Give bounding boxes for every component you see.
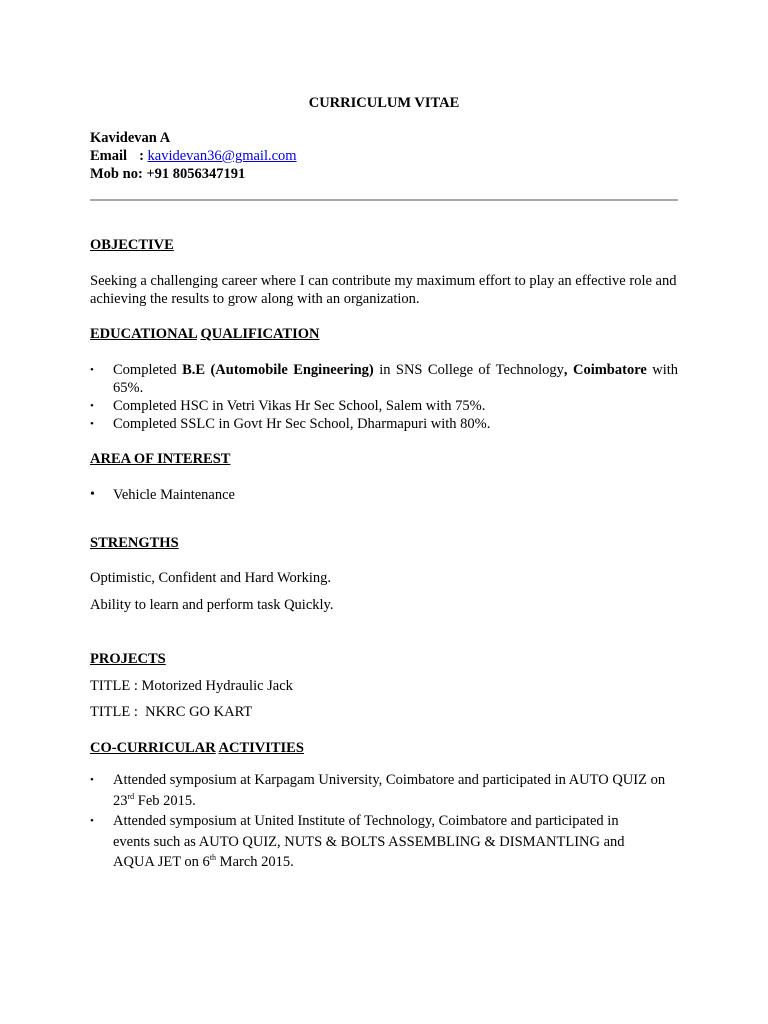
project-item: TITLE : Motorized Hydraulic Jack [90,678,293,694]
bullet-icon: • [90,774,94,786]
bullet-icon: • [90,815,94,827]
mobile-number: +91 8056347191 [146,166,246,182]
education-item [90,361,678,397]
bullet-icon: • [90,400,94,412]
education-item-text: Completed B.E (Automobile Engineering) in SNS College of Technology, Coimbatore with 65%. [113,362,679,396]
activities-heading-part2: ACTIVITIES [218,740,304,756]
education-item [90,415,678,433]
activities-heading-part1: CO-CURRICULAR [90,740,216,756]
bullet-icon: • [90,418,94,430]
activity-item-text: Attended symposium at United Institute of Technology, Coimbatore and participated in events such as AUTO QUIZ, NUTS & BOLTS ASSEMBLING & DISMANTLING and AQUA JET on 6th March 2015. [113,813,625,870]
candidate-name: Kavidevan A [90,130,171,146]
activity-item [90,770,678,811]
activity-item [90,811,678,873]
activity-item-text: Attended symposium at Karpagam University, Coimbatore and participated in AUTO QUIZ on 23rd Feb 2015. [113,772,666,809]
email-link[interactable]: kavidevan36@gmail.com [147,148,297,164]
objective-text: Seeking a challenging career where I can contribute my maximum effort to play an effective role and achieving the results to grow along with an organization. [90,273,677,307]
horizontal-divider [90,199,678,201]
interest-heading: AREA OF INTEREST [90,451,231,467]
email-line [90,147,297,165]
activities-heading [90,739,304,757]
education-item [90,397,678,415]
bullet-icon: • [90,364,94,376]
college-city: , Coimbatore [563,362,647,378]
education-item-text: Completed HSC in Vetri Vikas Hr Sec School, Salem with 75%. [113,398,486,414]
strength-line: Optimistic, Confident and Hard Working. [90,570,332,586]
interest-item [90,486,678,504]
mobile-line [90,165,245,183]
email-separator: : [139,148,144,164]
degree-name: B.E (Automobile Engineering) [182,362,374,378]
interest-item-text: Vehicle Maintenance [113,487,235,503]
strengths-heading: STRENGTHS [90,535,179,551]
education-heading-part1: EDUCATIONAL [90,326,197,342]
projects-heading: PROJECTS [90,651,166,667]
mobile-label: Mob no: [90,166,143,182]
email-label: Email [90,148,128,164]
bullet-icon: • [90,487,95,502]
education-heading-part2: QUALIFICATION [200,326,320,342]
document-title: CURRICULUM VITAE [308,95,460,111]
strength-line: Ability to learn and perform task Quickly. [90,597,334,613]
objective-heading: OBJECTIVE [90,237,174,253]
education-item-text: Completed SSLC in Govt Hr Sec School, Dharmapuri with 80%. [113,416,491,432]
project-item: TITLE : NKRC GO KART [90,704,253,720]
education-heading [90,325,319,343]
